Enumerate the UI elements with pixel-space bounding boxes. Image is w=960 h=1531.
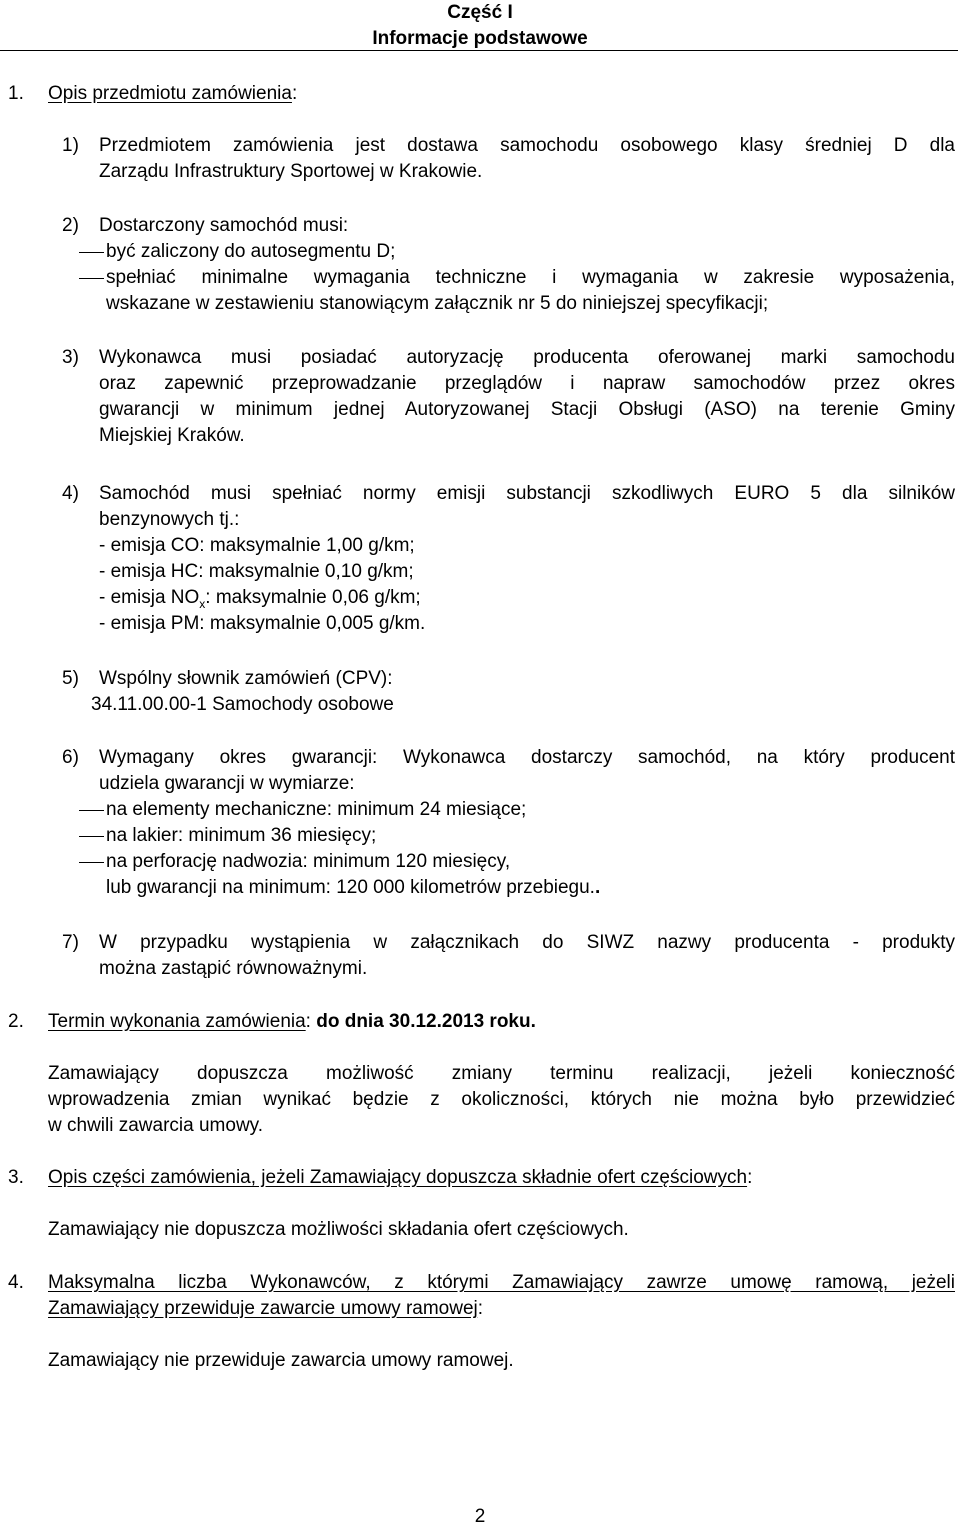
page-number: 2 — [474, 1506, 486, 1527]
section-2-paragraph: Zamawiający dopuszcza możliwość zmiany terminu realizacji, jeżeli konieczność wprowadzenia zmian wynikać będzie z okoliczności, których nie można było przewidzieć w chwili zawarcia umowy. — [48, 1063, 955, 1136]
section-4-number: 4. — [8, 1272, 24, 1293]
emission-pm: - emisja PM: maksymalnie 0,005 g/km. — [99, 613, 426, 634]
header-divider — [0, 50, 958, 51]
section-1-number: 1. — [8, 83, 24, 104]
item-6-mileage: lub gwarancji na minimum: 120 000 kilometrów przebiegu.. — [106, 877, 601, 898]
section-3-paragraph: Zamawiający nie dopuszcza możliwości składania ofert częściowych. — [48, 1219, 629, 1240]
item-6-dash-1: na elementy mechaniczne: minimum 24 miesiące; — [79, 797, 955, 823]
item-6-dash-3: na perforację nadwozia: minimum 120 miesięcy, — [79, 849, 955, 875]
part-header — [300, 0, 660, 52]
completion-date: do dnia 30.12.2013 roku. — [316, 1011, 536, 1032]
item-3: 3) Wykonawca musi posiadać autoryzację producenta oferowanej marki samochodu oraz zapewnić przeprowadzanie przeglądów i napraw samochodów przez okres gwarancji w minimum jednej Autoryzowanej Stacji Obsługi (ASO) na terenie Gminy Miejskiej Kraków. — [62, 347, 955, 446]
section-4-heading: Maksymalna liczba Wykonawców, z którymi Zamawiający zawrze umowę ramową, jeżeli Zamawiający przewiduje zawarcie umowy ramowej: — [48, 1272, 955, 1319]
section-2-heading: Termin wykonania zamówienia: do dnia 30.12.2013 roku. — [48, 1011, 536, 1032]
section-3-heading: Opis części zamówienia, jeżeli Zamawiający dopuszcza składnie ofert częściowych: — [48, 1167, 753, 1188]
section-4-paragraph: Zamawiający nie przewiduje zawarcia umowy ramowej. — [48, 1350, 514, 1371]
item-6-dash-2: na lakier: minimum 36 miesięcy; — [79, 823, 955, 849]
section-2-number: 2. — [8, 1011, 24, 1032]
item-7: 7) W przypadku wystąpienia w załącznikach do SIWZ nazwy producenta - produkty można zastąpić równoważnymi. — [62, 932, 955, 979]
cpv-code: 34.11.00.00-1 Samochody osobowe — [91, 694, 394, 715]
section-4-title-line-1: Maksymalna liczba Wykonawców, z którymi Zamawiający zawrze umowę ramową, jeżeli — [48, 1272, 955, 1293]
item-2-dash-1: być zaliczony do autosegmentu D; — [79, 239, 955, 265]
item-2: 2) Dostarczony samochód musi: — [62, 215, 349, 236]
section-4-title-line-2: Zamawiający przewiduje zawarcie umowy ramowej — [48, 1298, 478, 1319]
item-6: 6) Wymagany okres gwarancji: Wykonawca dostarczy samochód, na który producent udziela gwarancji w wymiarze: — [62, 747, 955, 794]
dash-bullet — [79, 252, 104, 253]
dash-bullet — [79, 278, 104, 279]
section-2-title: Termin wykonania zamówienia — [48, 1011, 306, 1032]
section-1-heading: Opis przedmiotu zamówienia: — [48, 83, 298, 104]
part-label: Część I — [447, 2, 513, 23]
emission-nox: - emisja $NO_x$: maksymalnie 0,06 g/km; — [99, 587, 421, 611]
dash-bullet — [79, 862, 104, 863]
item-1: 1) Przedmiotem zamówienia jest dostawa samochodu osobowego klasy średniej D dla Zarządu Infrastruktury Sportowej w Krakowie. — [62, 135, 955, 182]
item-5: 5) Wspólny słownik zamówień (CPV): — [62, 668, 393, 689]
item-4: 4) Samochód musi spełniać normy emisji substancji szkodliwych EURO 5 dla silników benzynowych tj.: - emisja CO: maksymalnie 1,00 g/km; - emisja HC: maksymalnie 0,10 g/km; - emisja $NO_x$: maksymalnie 0,06 g/km; - emisja PM: maksymalnie 0,005 g/km. — [62, 481, 955, 637]
dash-bullet — [79, 836, 104, 837]
emission-co: - emisja CO: maksymalnie 1,00 g/km; — [99, 535, 415, 556]
dash-bullet — [79, 810, 104, 811]
emission-hc: - emisja HC: maksymalnie 0,10 g/km; — [99, 561, 414, 582]
section-3-number: 3. — [8, 1167, 24, 1188]
section-1-title: Opis przedmiotu zamówienia — [48, 83, 292, 104]
item-2-dash-2: spełniać minimalne wymagania techniczne i wymagania w zakresie wyposażenia, wskazane w zestawieniu stanowiącym załącznik nr 5 do niniejszej specyfikacji; — [79, 265, 955, 317]
section-3-title: Opis części zamówienia, jeżeli Zamawiający dopuszcza składnie ofert częściowych — [48, 1167, 748, 1188]
part-title: Informacje podstawowe — [372, 28, 588, 49]
